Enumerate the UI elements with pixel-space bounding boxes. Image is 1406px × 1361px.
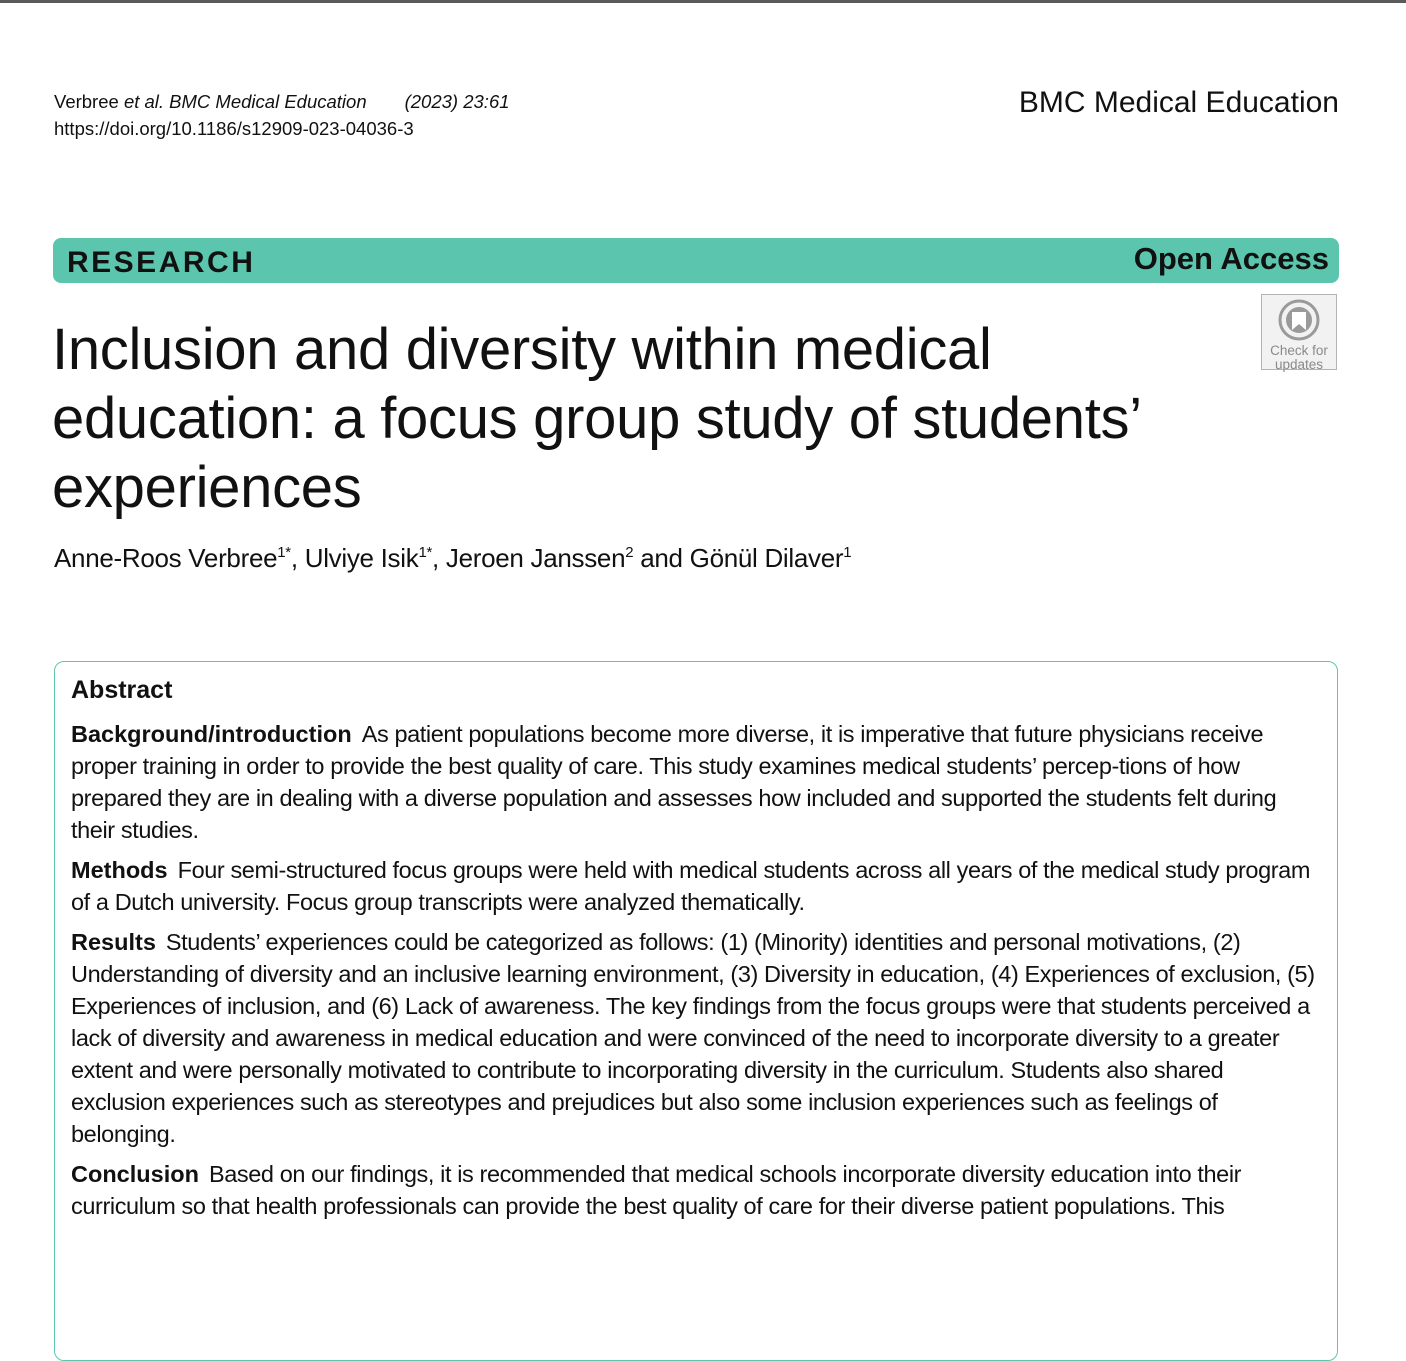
section-text: Based on our findings, it is recommended that medical schools incorporate diversity education into their curriculum so that health professionals can provide the best quality of care for their diverse patient populations. This: [71, 1161, 1242, 1219]
citation-line: [54, 88, 510, 115]
citation-block: [54, 88, 510, 142]
abstract-background: [71, 718, 1321, 846]
section-heading: Conclusion: [71, 1161, 199, 1187]
section-heading: Results: [71, 929, 156, 955]
article-type-banner: [53, 238, 1339, 283]
section-heading: Background/introduction: [71, 721, 352, 747]
section-heading: Methods: [71, 857, 168, 883]
top-rule: [0, 0, 1406, 3]
abstract-methods: [71, 854, 1321, 918]
author-separator: ,: [432, 543, 446, 573]
author-name[interactable]: Ulviye Isik: [304, 543, 419, 573]
article-type-label: RESEARCH: [67, 246, 256, 279]
author-affiliation: 1*: [277, 544, 291, 561]
badge-line-1: Check for: [1270, 343, 1328, 358]
doi-link[interactable]: https://doi.org/10.1186/s12909-023-04036-3: [54, 118, 414, 139]
citation-author: Verbree: [54, 91, 119, 112]
section-text: Students’ experiences could be categorized as follows: (1) (Minority) identities and personal motivations, (2) Understanding of diversity and an inclusive learning environment, (3) Diversity in education, (4) Experiences of exclusion, (5) Experiences of inclusion, and (6) Lack of awareness. The key findings from the focus groups were that students perceived a lack of diversity and awareness in medical education and were convinced of the need to incorporate diversity to a greater extent and were personally motivated to contribute to incorporating diversity in the curriculum. Students also shared exclusion experiences such as stereotypes and prejudices but also some inclusion experiences such as feelings of belonging.: [71, 929, 1315, 1147]
open-access-label: Open Access: [1133, 241, 1329, 276]
author-affiliation: 2: [625, 544, 634, 561]
author-affiliation: 1: [843, 544, 852, 561]
author-name[interactable]: Jeroen Janssen: [445, 543, 626, 573]
article-title: Inclusion and diversity within medical education: a focus group study of students’ experiences: [52, 317, 1140, 520]
citation-year: (2023) 23:61: [404, 91, 510, 112]
section-text: As patient populations become more diverse, it is imperative that future physicians receive proper training in order to provide the best quality of care. This study examines medical students’ percep-tions of how prepared they are in dealing with a diverse population and assesses how included and supported the students felt during their studies.: [71, 721, 1277, 843]
author-list: [54, 543, 851, 574]
author-name[interactable]: Gönül Dilaver: [689, 543, 844, 573]
author-separator: and: [633, 543, 690, 573]
abstract-results: [71, 926, 1321, 1150]
abstract-conclusion: [71, 1158, 1321, 1222]
author-name[interactable]: Anne-Roos Verbree: [54, 543, 278, 573]
author-separator: ,: [290, 543, 305, 573]
abstract-heading: Abstract: [71, 676, 173, 704]
journal-name: BMC Medical Education: [1018, 86, 1339, 119]
author-affiliation: 1*: [418, 544, 433, 561]
section-text: Four semi-structured focus groups were held with medical students across all years of the medical study program of a Dutch university. Focus group transcripts were analyzed thematically.: [71, 857, 1311, 915]
check-for-updates-icon: [1276, 299, 1322, 343]
check-for-updates-button[interactable]: [1261, 294, 1337, 370]
citation-journal: et al. BMC Medical Education: [123, 91, 367, 112]
badge-line-2: updates: [1274, 357, 1324, 372]
